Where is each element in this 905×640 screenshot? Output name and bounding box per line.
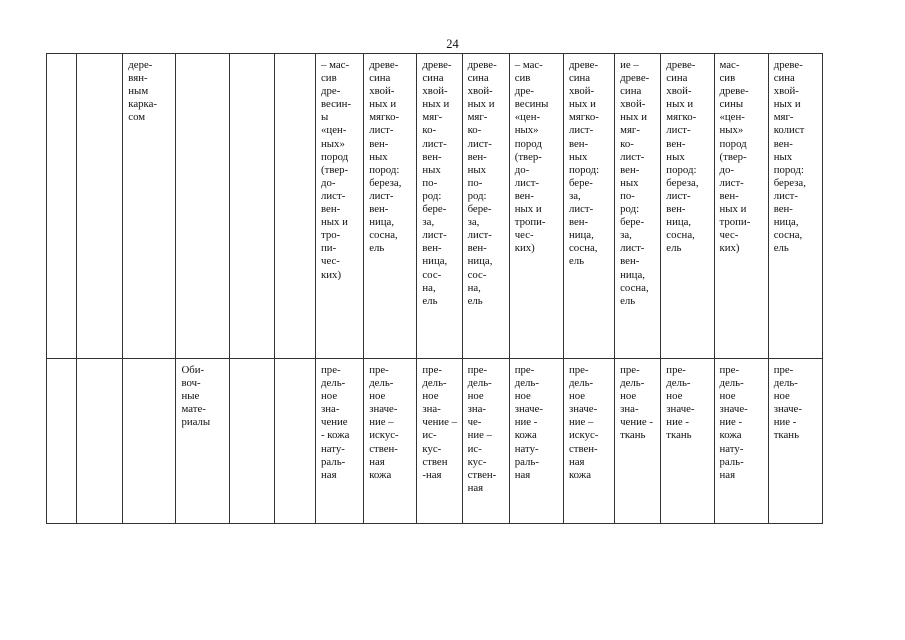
cell-text-line: ных xyxy=(369,150,388,163)
cell-text-line: сины xyxy=(719,98,744,111)
cell-text-line: ель xyxy=(568,255,585,268)
table-cell xyxy=(417,54,462,359)
cell-text-line: сив xyxy=(514,72,531,85)
cell-text-line: ница, xyxy=(666,216,692,229)
cell-text-line: ных» xyxy=(719,124,744,137)
cell-text-line: искус- xyxy=(369,429,399,442)
cell-text-line: бере- xyxy=(422,203,447,216)
cell-text-line: ель xyxy=(422,294,438,307)
cell-text-line: за, xyxy=(467,216,480,229)
cell-text-line: ткань xyxy=(666,429,692,442)
cell-text-line: вен- xyxy=(422,242,442,255)
table-row xyxy=(47,54,823,359)
cell-text-line: -ная xyxy=(422,468,442,481)
table-cell xyxy=(364,359,417,524)
cell-text-line: ные xyxy=(181,390,200,403)
cell-text-line: «цен- xyxy=(321,124,347,137)
cell-text-line: на, xyxy=(467,281,481,294)
cell-text-line: «цен- xyxy=(514,111,541,124)
cell-text-line: ель xyxy=(773,242,789,255)
table-cell xyxy=(509,54,563,359)
cell-text-line: сосна, xyxy=(666,229,695,242)
cell-text-line: пород: xyxy=(568,163,600,176)
cell-text-line: ель xyxy=(369,242,385,255)
cell-text-line: чение – xyxy=(422,416,458,429)
cell-text-line: ко- xyxy=(467,124,482,137)
cell-text-line: вен- xyxy=(467,150,487,163)
cell-text-line: ных и xyxy=(321,216,348,229)
cell-text-line: зна- xyxy=(620,403,639,416)
cell-text-line: ние – xyxy=(369,416,394,429)
cell-text-line: вен- xyxy=(422,150,442,163)
cell-text-line: ние - xyxy=(666,416,689,429)
cell-text-line: ких) xyxy=(719,242,740,255)
cell-text-line: ных и xyxy=(666,98,694,111)
cell-text-line: мяг- xyxy=(620,124,640,137)
cell-text-line: ное xyxy=(620,390,637,403)
cell-text-line: лист- xyxy=(422,229,447,242)
cell-text-line: пре- xyxy=(719,364,740,376)
cell-text-line: значе- xyxy=(719,403,748,416)
cell-text-line: бере- xyxy=(620,216,645,229)
cell-text-line: «цен- xyxy=(719,111,745,124)
table-cell xyxy=(661,359,714,524)
cell-text-line: сосна, xyxy=(568,242,598,255)
cell-text-line: ких) xyxy=(514,242,535,255)
cell-text-line: вен- xyxy=(467,242,487,255)
cell-text-line: - кожа xyxy=(321,429,350,442)
table-cell xyxy=(768,359,822,524)
cell-text-line: ко- xyxy=(620,137,634,150)
cell-text-line: ис- xyxy=(422,429,437,442)
cell-text-line: древе- xyxy=(369,59,399,71)
table-cell xyxy=(417,359,462,524)
cell-text-line: лист- xyxy=(467,137,492,150)
cell-text-line: ных и xyxy=(719,203,747,216)
cell-text-line: ных xyxy=(620,176,639,189)
cell-text-line: ель xyxy=(620,294,636,307)
cell-text-line: чение xyxy=(321,416,348,429)
cell-text-line: сив xyxy=(719,72,736,85)
cell-text-line: береза, xyxy=(666,176,699,189)
cell-text-line: ных и xyxy=(620,111,648,124)
cell-text-line: пре- xyxy=(568,364,589,376)
cell-text-line: вян- xyxy=(128,72,148,85)
cell-text-line: весины xyxy=(514,98,549,111)
cell-text-line: хвой- xyxy=(666,85,692,98)
cell-text-line: мягко- xyxy=(369,111,400,124)
cell-text-line: пре- xyxy=(369,364,389,376)
cell-text-line: ное xyxy=(422,390,439,403)
cell-text-line: вен- xyxy=(321,203,341,216)
cell-text-line: ель xyxy=(666,242,682,255)
cell-text-line: за, xyxy=(568,189,581,202)
cell-text-line: раль- xyxy=(719,455,744,468)
cell-text-line: лист- xyxy=(422,137,447,150)
cell-text-line: древе- xyxy=(467,59,497,71)
table-cell xyxy=(123,54,176,359)
cell-text-line: ная xyxy=(514,468,531,481)
table-cell xyxy=(176,54,229,359)
table-cell xyxy=(563,359,614,524)
table-cell xyxy=(615,54,661,359)
cell-text-line: сина xyxy=(620,85,642,98)
cell-text-line: ное xyxy=(321,390,338,403)
table-cell xyxy=(123,359,176,524)
cell-text-line: сосна, xyxy=(773,229,803,242)
cell-text-line: за, xyxy=(422,216,435,229)
cell-text-line: до- xyxy=(719,163,734,176)
cell-text-line: карка- xyxy=(128,98,158,111)
table-cell xyxy=(274,54,315,359)
cell-text-line: весин- xyxy=(321,98,352,111)
cell-text-line: древе- xyxy=(773,59,803,71)
cell-text-line: хвой- xyxy=(467,85,493,98)
cell-text-line: бере- xyxy=(568,176,593,189)
cell-text-line: кожа xyxy=(369,468,392,481)
cell-text-line: сина xyxy=(369,72,391,85)
cell-text-line: древе- xyxy=(620,72,650,85)
cell-text-line: значе- xyxy=(514,403,543,416)
table-cell xyxy=(77,54,123,359)
cell-text-line: ное xyxy=(369,390,386,403)
cell-text-line: пре- xyxy=(467,364,488,376)
cell-text-line: сос- xyxy=(422,268,442,281)
cell-text-line: хвой- xyxy=(773,85,799,98)
table-cell xyxy=(229,359,274,524)
cell-text-line: хвой- xyxy=(369,85,395,98)
cell-text-line: ствен- xyxy=(369,442,398,455)
cell-text-line: (твер- xyxy=(514,150,542,163)
cell-text-line: ных и xyxy=(467,98,495,111)
table-cell xyxy=(509,359,563,524)
cell-text-line: по- xyxy=(422,176,438,189)
cell-text-line: пород xyxy=(514,137,542,150)
table-cell xyxy=(316,54,364,359)
cell-text-line: воч- xyxy=(181,377,201,390)
table-cell xyxy=(274,359,315,524)
cell-text-line: сом xyxy=(128,111,146,124)
cell-text-line: тропи- xyxy=(514,216,546,229)
cell-text-line: (твер- xyxy=(719,150,747,163)
cell-text-line: ных xyxy=(467,163,486,176)
cell-text-line: ние – xyxy=(568,416,594,429)
cell-text-line: вен- xyxy=(514,189,534,202)
table-cell xyxy=(714,54,768,359)
cell-text-line: ие – xyxy=(620,59,639,71)
cell-text-line: значе- xyxy=(568,403,598,416)
cell-text-line: лист- xyxy=(719,176,744,189)
cell-text-line: дель- xyxy=(514,377,539,390)
cell-text-line: ных xyxy=(568,150,588,163)
cell-text-line: древе- xyxy=(422,59,452,71)
cell-text-line: колист xyxy=(773,124,805,137)
cell-text-line: ткань xyxy=(773,429,799,442)
table-row xyxy=(47,359,823,524)
cell-text-line: ная xyxy=(467,481,484,494)
cell-text-line: ница, xyxy=(773,216,799,229)
cell-text-line: ная xyxy=(369,455,385,468)
cell-text-line: чес- xyxy=(514,229,534,242)
cell-text-line: пре- xyxy=(422,364,442,376)
cell-text-line: сосна, xyxy=(369,229,398,242)
cell-text-line: ных и xyxy=(369,98,397,111)
cell-text-line: лист- xyxy=(568,124,594,137)
cell-text-line: вен- xyxy=(369,137,389,150)
cell-text-line: дель- xyxy=(620,377,645,390)
cell-text-line: хвой- xyxy=(620,98,646,111)
cell-text-line: кожа xyxy=(568,468,592,481)
cell-text-line: ние - xyxy=(514,416,538,429)
cell-text-line: пород: xyxy=(666,163,697,176)
cell-text-line: искус- xyxy=(568,429,599,442)
cell-text-line: ствен xyxy=(422,455,448,468)
cell-text-line: кус- xyxy=(422,442,442,455)
cell-text-line: ис- xyxy=(467,442,482,455)
cell-text-line: сина xyxy=(666,72,688,85)
cell-text-line: нату- xyxy=(514,442,539,455)
cell-text-line: дель- xyxy=(666,377,691,390)
cell-text-line: тропи- xyxy=(719,216,751,229)
cell-text-line: ных и xyxy=(773,98,801,111)
cell-text-line: до- xyxy=(514,163,530,176)
cell-text-line: лист- xyxy=(666,189,691,202)
cell-text-line: ница, xyxy=(422,255,448,268)
cell-text-line: на, xyxy=(422,281,436,294)
cell-text-line: раль- xyxy=(321,455,346,468)
table-cell xyxy=(661,54,714,359)
table-cell xyxy=(615,359,661,524)
cell-text-line: лист- xyxy=(620,150,645,163)
cell-text-line: бере- xyxy=(467,203,492,216)
cell-text-line: нату- xyxy=(321,442,345,455)
cell-text-line: род: xyxy=(422,189,442,202)
cell-text-line: лист- xyxy=(514,176,540,189)
cell-text-line: дре- xyxy=(321,85,341,98)
cell-text-line: чес- xyxy=(321,255,340,268)
specification-table xyxy=(46,53,823,524)
table-cell xyxy=(77,359,123,524)
cell-text-line: тро- xyxy=(321,229,341,242)
cell-text-line: пород: xyxy=(369,163,400,176)
table-cell xyxy=(462,359,509,524)
cell-text-line: ница, xyxy=(467,255,493,268)
cell-text-line: сив xyxy=(321,72,337,85)
cell-text-line: мягко- xyxy=(666,111,697,124)
table-cell xyxy=(47,359,77,524)
cell-text-line: ная xyxy=(321,468,337,481)
cell-text-line: пород xyxy=(321,150,349,163)
cell-text-line: сина xyxy=(568,72,591,85)
cell-text-line: зна- xyxy=(422,403,441,416)
cell-text-line: ное xyxy=(568,390,586,403)
cell-text-line: ница, xyxy=(568,229,594,242)
cell-text-line: древе- xyxy=(719,85,749,98)
cell-text-line: за, xyxy=(620,229,632,242)
cell-text-line: пре- xyxy=(620,364,640,376)
cell-text-line: пород: xyxy=(773,163,804,176)
cell-text-line: лист- xyxy=(568,203,594,216)
cell-text-line: ных» xyxy=(514,124,539,137)
cell-text-line: ель xyxy=(467,294,483,307)
table-cell xyxy=(176,359,229,524)
cell-text-line: хвой- xyxy=(568,85,595,98)
cell-text-line: – мас- xyxy=(514,59,543,71)
cell-text-line: ние - xyxy=(773,416,797,429)
cell-text-line: береза, xyxy=(773,176,806,189)
cell-text-line: ное xyxy=(514,390,531,403)
cell-text-line: вен- xyxy=(666,137,686,150)
cell-text-line: по- xyxy=(620,189,635,202)
cell-text-line: вен- xyxy=(620,163,640,176)
table-cell xyxy=(563,54,614,359)
cell-text-line: ных xyxy=(773,150,793,163)
cell-text-line: дере- xyxy=(128,59,153,71)
cell-text-line: вен- xyxy=(369,203,389,216)
cell-text-line: Оби- xyxy=(181,364,205,376)
cell-text-line: ница, xyxy=(369,216,395,229)
cell-text-line: сина xyxy=(422,72,444,85)
cell-text-line: ная xyxy=(719,468,736,481)
cell-text-line: значе- xyxy=(369,403,398,416)
cell-text-line: зна- xyxy=(467,403,486,416)
cell-text-line: дель- xyxy=(568,377,594,390)
table-cell xyxy=(714,359,768,524)
cell-text-line: ных xyxy=(422,163,441,176)
cell-text-line: ных xyxy=(666,150,685,163)
cell-text-line: сина xyxy=(773,72,795,85)
table-cell xyxy=(768,54,822,359)
cell-text-line: лист- xyxy=(321,189,346,202)
cell-text-line: пород xyxy=(719,137,747,150)
cell-text-line: род: xyxy=(620,203,640,216)
cell-text-line: ние – xyxy=(467,429,493,442)
cell-text-line: – мас- xyxy=(321,59,350,71)
cell-text-line: ных и xyxy=(514,203,542,216)
cell-text-line: сос- xyxy=(467,268,487,281)
cell-text-line: ко- xyxy=(422,124,437,137)
cell-text-line: дель- xyxy=(369,377,394,390)
cell-text-line: вен- xyxy=(568,137,589,150)
cell-text-line: кожа xyxy=(514,429,537,442)
cell-text-line: ное xyxy=(666,390,683,403)
cell-text-line: вен- xyxy=(568,216,589,229)
cell-text-line: ное xyxy=(467,390,484,403)
cell-text-line: мяг- xyxy=(422,111,443,124)
cell-text-line: (твер- xyxy=(321,163,349,176)
cell-text-line: дель- xyxy=(773,377,798,390)
cell-text-line: хвой- xyxy=(422,85,448,98)
cell-text-line: вен- xyxy=(719,189,739,202)
cell-text-line: ных» xyxy=(321,137,345,150)
cell-text-line: вен- xyxy=(666,203,686,216)
cell-text-line: пре- xyxy=(321,364,341,376)
cell-text-line: ствен- xyxy=(467,468,497,481)
cell-text-line: ница, xyxy=(620,268,645,281)
cell-text-line: риалы xyxy=(181,416,211,429)
cell-text-line: значе- xyxy=(666,403,695,416)
cell-text-line: вен- xyxy=(773,203,793,216)
cell-text-line: лист- xyxy=(369,124,394,137)
cell-text-line: лист- xyxy=(467,229,492,242)
cell-text-line: по- xyxy=(467,176,483,189)
cell-text-line: раль- xyxy=(514,455,539,468)
cell-text-line: ным xyxy=(128,85,149,98)
table-cell xyxy=(229,54,274,359)
cell-text-line: дель- xyxy=(422,377,447,390)
cell-text-line: лист- xyxy=(773,189,798,202)
cell-text-line: ное xyxy=(773,390,790,403)
cell-text-line: мягко- xyxy=(568,111,599,124)
cell-text-line: лист- xyxy=(620,242,645,255)
cell-text-line: чение - xyxy=(620,416,653,429)
table-cell xyxy=(316,359,364,524)
cell-text-line: ствен- xyxy=(568,442,598,455)
table-cell xyxy=(47,54,77,359)
cell-text-line: че- xyxy=(467,416,482,429)
cell-text-line: чес- xyxy=(719,229,739,242)
cell-text-line: древе- xyxy=(666,59,696,71)
cell-text-line: вен- xyxy=(773,137,793,150)
cell-text-line: ное xyxy=(719,390,736,403)
cell-text-line: дель- xyxy=(321,377,346,390)
cell-text-line: вен- xyxy=(620,255,640,268)
cell-text-line: ние - xyxy=(719,416,743,429)
cell-text-line: мас- xyxy=(719,59,740,71)
cell-text-line: кожа xyxy=(719,429,742,442)
cell-text-line: сина xyxy=(467,72,489,85)
cell-text-line: ных и xyxy=(422,98,450,111)
cell-text-line: мате- xyxy=(181,403,206,416)
cell-text-line: береза, xyxy=(369,176,402,189)
cell-text-line: пи- xyxy=(321,242,337,255)
cell-text-line: зна- xyxy=(321,403,340,416)
cell-text-line: мяг- xyxy=(773,111,794,124)
cell-text-line: лист- xyxy=(369,189,394,202)
cell-text-line: пре- xyxy=(514,364,535,376)
cell-text-line: древе- xyxy=(568,59,599,71)
cell-text-line: ных и xyxy=(568,98,596,111)
table-cell xyxy=(462,54,509,359)
cell-text-line: пре- xyxy=(773,364,794,376)
cell-text-line: дель- xyxy=(719,377,744,390)
cell-text-line: ы xyxy=(321,111,329,124)
cell-text-line: лист- xyxy=(666,124,691,137)
cell-text-line: мяг- xyxy=(467,111,488,124)
cell-text-line: кус- xyxy=(467,455,487,468)
cell-text-line: до- xyxy=(321,176,336,189)
page-number: 24 xyxy=(446,37,459,51)
cell-text-line: сосна, xyxy=(620,281,649,294)
cell-text-line: пре- xyxy=(666,364,686,376)
cell-text-line: дре- xyxy=(514,85,535,98)
cell-text-line: значе- xyxy=(773,403,802,416)
cell-text-line: дель- xyxy=(467,377,492,390)
cell-text-line: ких) xyxy=(321,268,342,281)
cell-text-line: ткань xyxy=(620,429,646,442)
table-cell xyxy=(364,54,417,359)
cell-text-line: род: xyxy=(467,189,487,202)
cell-text-line: нату- xyxy=(719,442,744,455)
cell-text-line: ная xyxy=(568,455,585,468)
